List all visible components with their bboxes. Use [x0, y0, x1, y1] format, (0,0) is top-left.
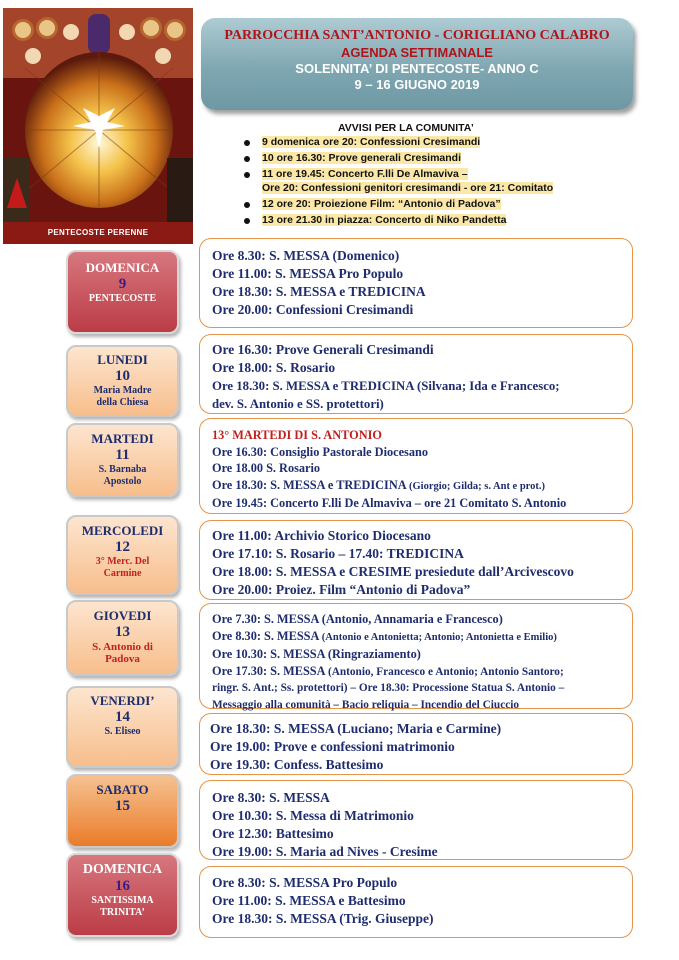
schedule-line: ringr. S. Ant.; Ss. protettori) – Ore 18.30: Processione Statua S. Antonio –	[212, 682, 565, 694]
schedule-line: Ore 18.30: S. MESSA e TREDICINA (Silvana; Ida e Francesco;	[212, 379, 560, 393]
day-name: DOMENICA	[85, 260, 160, 275]
schedule-line: Ore 10.30: S. MESSA (Ringraziamento)	[212, 647, 421, 661]
day-label-domenica-16	[66, 853, 179, 937]
list-item: 10 ore 16.30: Prove generali Cresimandi	[240, 152, 553, 166]
day-number: 12	[115, 539, 130, 555]
schedule-line: Ore 16.30: Prove Generali Cresimandi	[212, 342, 434, 357]
schedule-line: Ore 19.30: Confess. Battesimo	[210, 757, 384, 772]
list-item: 12 ore 20: Proiezione Film: “Antonio di Padova”	[240, 198, 553, 212]
day-subtitle: Apostolo	[103, 476, 142, 487]
day-number: 15	[115, 798, 130, 814]
schedule-line: Ore 19.00: Prove e confessioni matrimonio	[210, 739, 455, 754]
day-label-martedi-11	[66, 423, 179, 497]
day-name: GIOVEDI	[93, 608, 152, 623]
day-number: 16	[115, 878, 130, 894]
day-subtitle: SANTISSIMA	[91, 895, 154, 906]
schedule-line: Ore 18.30: S. MESSA (Luciano; Maria e Carmine)	[210, 721, 502, 736]
day-label-giovedi-13	[66, 600, 179, 676]
schedule-line: Ore 18.00: S. Rosario	[212, 360, 336, 375]
day-number: 10	[115, 368, 130, 384]
schedule-line: Ore 8.30: S. MESSA Pro Populo	[212, 875, 398, 890]
list-item: 13 ore 21.30 in piazza: Concerto di Niko Pandetta	[240, 214, 553, 228]
schedule-box-9	[199, 238, 633, 328]
day-label-lunedi-10	[66, 345, 179, 417]
schedule-box-13	[199, 603, 633, 709]
day-name: MERCOLEDI	[81, 523, 164, 538]
day-subtitle: della Chiesa	[96, 397, 149, 408]
schedule-line: Ore 18.30: S. MESSA e TREDICINA	[212, 284, 426, 299]
day-subtitle: S. Eliseo	[104, 726, 141, 737]
schedule-box-15	[199, 780, 633, 860]
schedule-line: Ore 11.00: Archivio Storico Diocesano	[212, 528, 431, 543]
schedule-line: dev. S. Antonio e SS. protettori)	[212, 397, 384, 411]
list-item: 11 ore 19.45: Concerto F.lli De Almaviva – Ore 20: Confessioni genitori cresimandi - ore 21: Comitato	[240, 168, 553, 195]
schedule-line: Ore 8.30: S. MESSA	[212, 790, 330, 805]
avvisi-list	[240, 136, 553, 230]
day-name: MARTEDI	[91, 431, 154, 446]
agenda-title: AGENDA SETTIMANALE	[341, 45, 493, 60]
day-subtitle: Maria Madre	[93, 385, 152, 396]
holy-spirit-dove-icon	[3, 8, 193, 222]
day-name: LUNEDI	[97, 352, 148, 367]
day-name: DOMENICA	[82, 862, 163, 877]
schedule-line: Ore 18.00 S. Rosario	[212, 461, 321, 475]
schedule-line: Messaggio alla comunità – Bacio reliquia – Incendio del Ciuccio	[212, 698, 520, 711]
schedule-line: Ore 10.30: S. Messa di Matrimonio	[212, 808, 414, 823]
day-label-sabato-15	[66, 774, 179, 848]
schedule-line: Ore 19.45: Concerto F.lli De Almaviva – ore 21 Comitato S. Antonio	[212, 496, 567, 510]
schedule-line: Ore 8.30: S. MESSA (Domenico)	[212, 248, 400, 263]
schedule-box-10	[199, 334, 633, 414]
schedule-box-11	[199, 418, 633, 514]
day-label-mercoledi-12	[66, 515, 179, 595]
day-subtitle: S. Barnaba	[98, 464, 147, 475]
day-subtitle: Padova	[105, 653, 140, 665]
day-number: 11	[115, 447, 130, 463]
schedule-line: Ore 18.30: S. MESSA e TREDICINA (Giorgio; Gilda; s. Ant e prot.)	[212, 477, 546, 492]
day-name: VENERDI’	[90, 693, 155, 708]
day-subtitle: TRINITA’	[100, 907, 145, 918]
schedule-line: Ore 11.00: S. MESSA Pro Populo	[212, 266, 404, 281]
pentecost-image	[3, 8, 193, 244]
schedule-box-14	[199, 713, 633, 775]
schedule-line: Ore 17.10: S. Rosario – 17.40: TREDICINA	[212, 546, 464, 561]
header-banner	[201, 18, 633, 110]
schedule-line: Ore 19.00: S. Maria ad Nives - Cresime	[212, 844, 438, 859]
schedule-line: Ore 18.00: S. MESSA e CRESIME presiedute dall’Arcivescovo	[212, 564, 574, 579]
parish-title: PARROCCHIA SANT’ANTONIO - CORIGLIANO CALABRO	[224, 28, 610, 43]
schedule-line: Ore 12.30: Battesimo	[212, 826, 334, 841]
schedule-box-16	[199, 866, 633, 938]
avvisi-title: AVVISI PER LA COMUNITA’	[338, 122, 474, 134]
day-subtitle: 3° Merc. Del	[95, 556, 150, 567]
schedule-line: Ore 11.00: S. MESSA e Battesimo	[212, 893, 406, 908]
day-number: 13	[115, 624, 130, 640]
day-subtitle: Carmine	[103, 568, 142, 579]
day-label-venerdi-14	[66, 686, 179, 768]
schedule-line: Ore 16.30: Consiglio Pastorale Diocesano	[212, 444, 428, 459]
day-name: SABATO	[96, 782, 149, 797]
schedule-line: Ore 20.00: Proiez. Film “Antonio di Padova”	[212, 582, 471, 597]
schedule-line: Ore 18.30: S. MESSA (Trig. Giuseppe)	[212, 911, 434, 926]
solemnity-title: SOLENNITA’ DI PENTECOSTE- ANNO C	[295, 61, 539, 76]
list-item: 9 domenica ore 20: Confessioni Cresimandi	[240, 136, 553, 150]
schedule-line: Ore 8.30: S. MESSA (Antonio e Antonietta; Antonio; Antonietta e Emilio)	[212, 628, 557, 643]
schedule-line: Ore 7.30: S. MESSA (Antonio, Annamaria e Francesco)	[212, 612, 503, 626]
day-subtitle: PENTECOSTE	[88, 293, 157, 304]
day-subtitle: S. Antonio di	[92, 641, 153, 653]
day-number: 9	[118, 276, 127, 292]
schedule-line: Ore 17.30: S. MESSA (Antonio, Francesco e Antonio; Antonio Santoro;	[212, 663, 564, 678]
schedule-line: Ore 20.00: Confessioni Cresimandi	[212, 302, 414, 317]
day-label-domenica-9	[66, 250, 179, 334]
image-caption: PENTECOSTE PERENNE	[3, 222, 193, 244]
schedule-box-12	[199, 520, 633, 600]
schedule-line: 13° MARTEDI DI S. ANTONIO	[212, 428, 382, 442]
date-range: 9 – 16 GIUGNO 2019	[354, 77, 480, 92]
day-number: 14	[115, 709, 130, 725]
